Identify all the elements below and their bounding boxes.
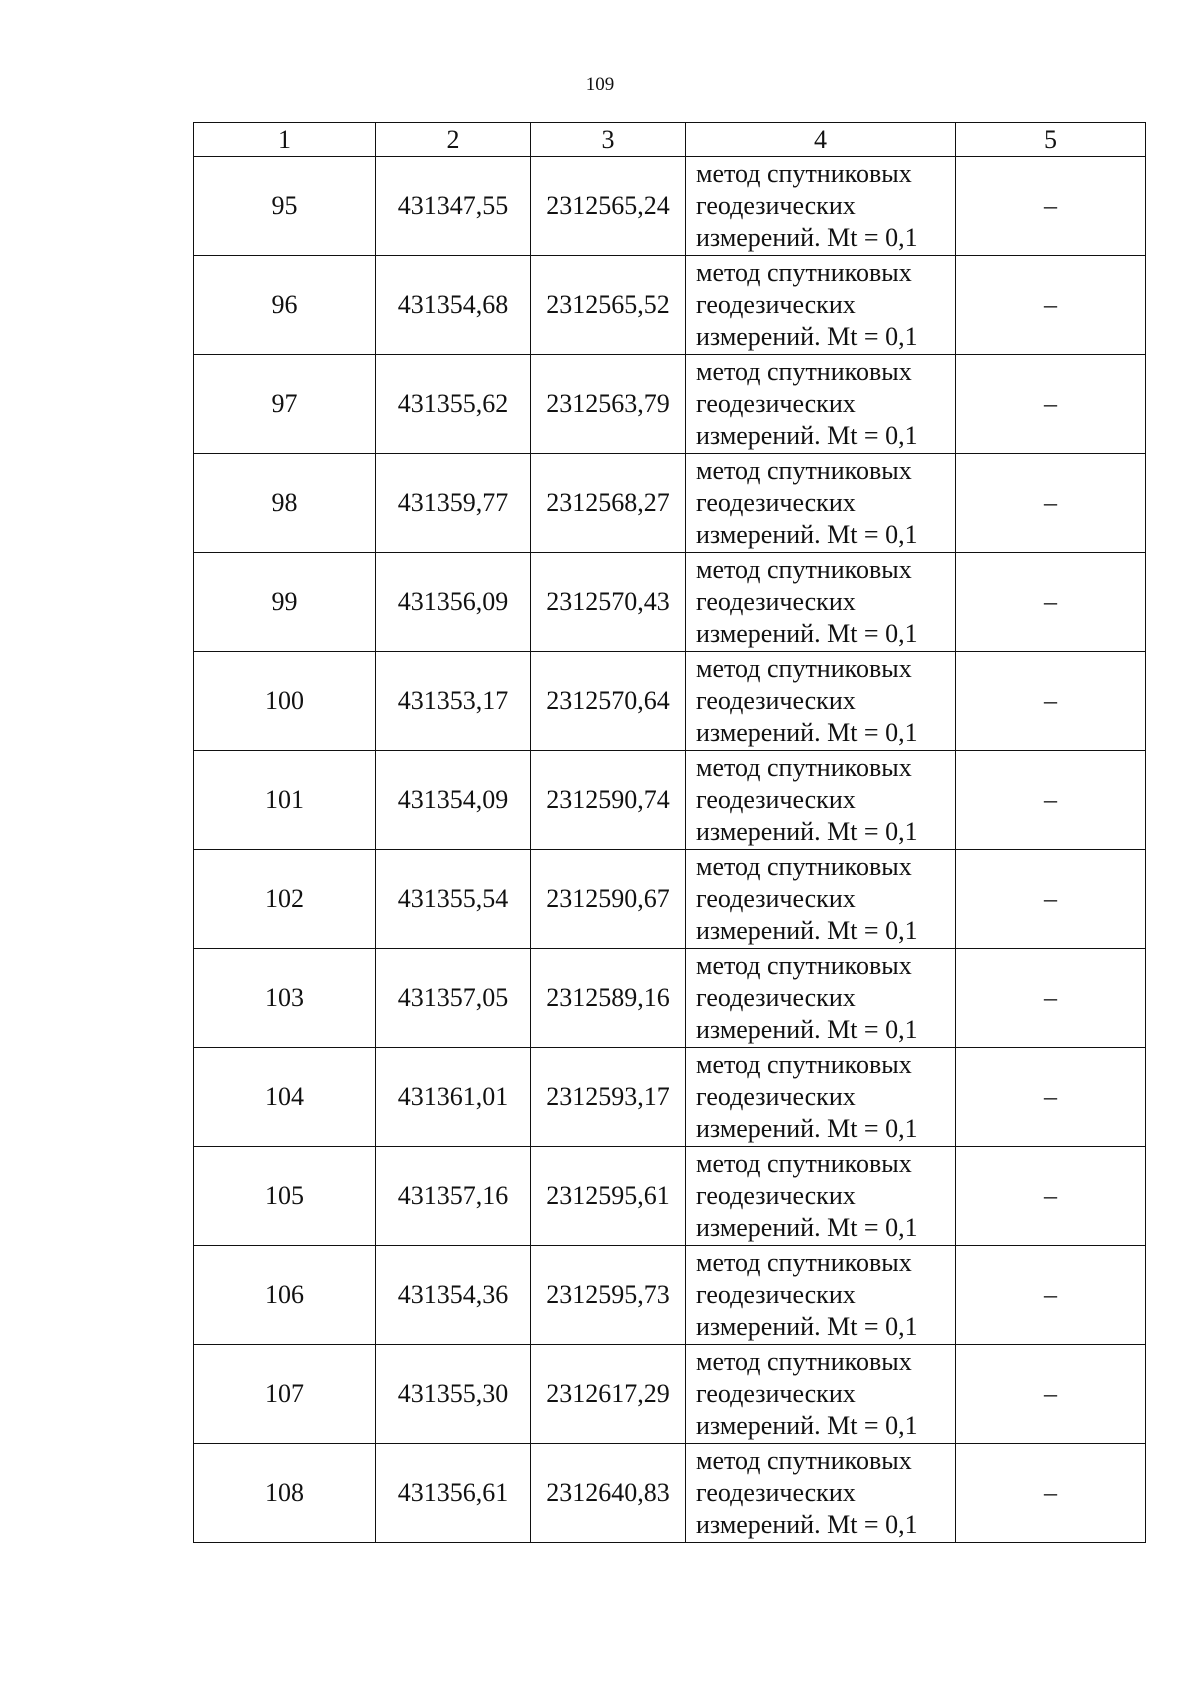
table-row [194,355,1146,454]
column-header-4: 4 [686,123,956,157]
note-cell: – [956,1345,1146,1444]
table-row [194,157,1146,256]
x-coordinate-cell: 431353,17 [376,652,531,751]
table-row [194,1147,1146,1246]
method-cell: метод спутниковых геодезических измерений. Mt = 0,1 [686,454,956,553]
method-cell: метод спутниковых геодезических измерений. Mt = 0,1 [686,1147,956,1246]
note-cell: – [956,1246,1146,1345]
note-cell: – [956,1048,1146,1147]
x-coordinate-cell: 431347,55 [376,157,531,256]
y-coordinate-cell: 2312570,64 [531,652,686,751]
table-row [194,850,1146,949]
y-coordinate-cell: 2312593,17 [531,1048,686,1147]
y-coordinate-cell: 2312563,79 [531,355,686,454]
table-row [194,1048,1146,1147]
point-number-cell: 99 [194,553,376,652]
x-coordinate-cell: 431361,01 [376,1048,531,1147]
note-cell: – [956,157,1146,256]
note-cell: – [956,355,1146,454]
page-number: 109 [585,74,615,95]
method-cell: метод спутниковых геодезических измерений. Mt = 0,1 [686,355,956,454]
x-coordinate-cell: 431357,16 [376,1147,531,1246]
point-number-cell: 104 [194,1048,376,1147]
point-number-cell: 108 [194,1444,376,1543]
note-cell: – [956,1444,1146,1543]
x-coordinate-cell: 431356,09 [376,553,531,652]
table-body [194,157,1146,1543]
column-header-2: 2 [376,123,531,157]
x-coordinate-cell: 431355,54 [376,850,531,949]
x-coordinate-cell: 431355,30 [376,1345,531,1444]
point-number-cell: 98 [194,454,376,553]
column-header-5: 5 [956,123,1146,157]
note-cell: – [956,256,1146,355]
point-number-cell: 100 [194,652,376,751]
table-row [194,256,1146,355]
method-cell: метод спутниковых геодезических измерений. Mt = 0,1 [686,157,956,256]
note-cell: – [956,850,1146,949]
point-number-cell: 103 [194,949,376,1048]
x-coordinate-cell: 431354,09 [376,751,531,850]
point-number-cell: 105 [194,1147,376,1246]
y-coordinate-cell: 2312590,67 [531,850,686,949]
y-coordinate-cell: 2312590,74 [531,751,686,850]
table-row [194,751,1146,850]
point-number-cell: 107 [194,1345,376,1444]
y-coordinate-cell: 2312589,16 [531,949,686,1048]
table-row [194,553,1146,652]
x-coordinate-cell: 431356,61 [376,1444,531,1543]
column-header-3: 3 [531,123,686,157]
method-cell: метод спутниковых геодезических измерений. Mt = 0,1 [686,553,956,652]
method-cell: метод спутниковых геодезических измерений. Mt = 0,1 [686,949,956,1048]
method-cell: метод спутниковых геодезических измерений. Mt = 0,1 [686,850,956,949]
note-cell: – [956,454,1146,553]
x-coordinate-cell: 431355,62 [376,355,531,454]
point-number-cell: 101 [194,751,376,850]
method-cell: метод спутниковых геодезических измерений. Mt = 0,1 [686,751,956,850]
table-row [194,454,1146,553]
y-coordinate-cell: 2312570,43 [531,553,686,652]
table-row [194,1345,1146,1444]
table-row [194,1246,1146,1345]
method-cell: метод спутниковых геодезических измерений. Mt = 0,1 [686,652,956,751]
coordinates-table-container [193,122,1145,1543]
note-cell: – [956,751,1146,850]
coordinates-table [193,122,1146,1543]
y-coordinate-cell: 2312565,24 [531,157,686,256]
note-cell: – [956,1147,1146,1246]
y-coordinate-cell: 2312565,52 [531,256,686,355]
y-coordinate-cell: 2312568,27 [531,454,686,553]
point-number-cell: 102 [194,850,376,949]
x-coordinate-cell: 431354,68 [376,256,531,355]
x-coordinate-cell: 431357,05 [376,949,531,1048]
table-row [194,949,1146,1048]
method-cell: метод спутниковых геодезических измерений. Mt = 0,1 [686,1444,956,1543]
table-row [194,1444,1146,1543]
method-cell: метод спутниковых геодезических измерений. Mt = 0,1 [686,256,956,355]
method-cell: метод спутниковых геодезических измерений. Mt = 0,1 [686,1246,956,1345]
method-cell: метод спутниковых геодезических измерений. Mt = 0,1 [686,1345,956,1444]
point-number-cell: 95 [194,157,376,256]
point-number-cell: 96 [194,256,376,355]
note-cell: – [956,949,1146,1048]
x-coordinate-cell: 431354,36 [376,1246,531,1345]
y-coordinate-cell: 2312617,29 [531,1345,686,1444]
note-cell: – [956,553,1146,652]
point-number-cell: 106 [194,1246,376,1345]
method-cell: метод спутниковых геодезических измерений. Mt = 0,1 [686,1048,956,1147]
y-coordinate-cell: 2312595,61 [531,1147,686,1246]
note-cell: – [956,652,1146,751]
column-header-1: 1 [194,123,376,157]
y-coordinate-cell: 2312595,73 [531,1246,686,1345]
header-row [194,123,1146,157]
point-number-cell: 97 [194,355,376,454]
y-coordinate-cell: 2312640,83 [531,1444,686,1543]
x-coordinate-cell: 431359,77 [376,454,531,553]
table-row [194,652,1146,751]
